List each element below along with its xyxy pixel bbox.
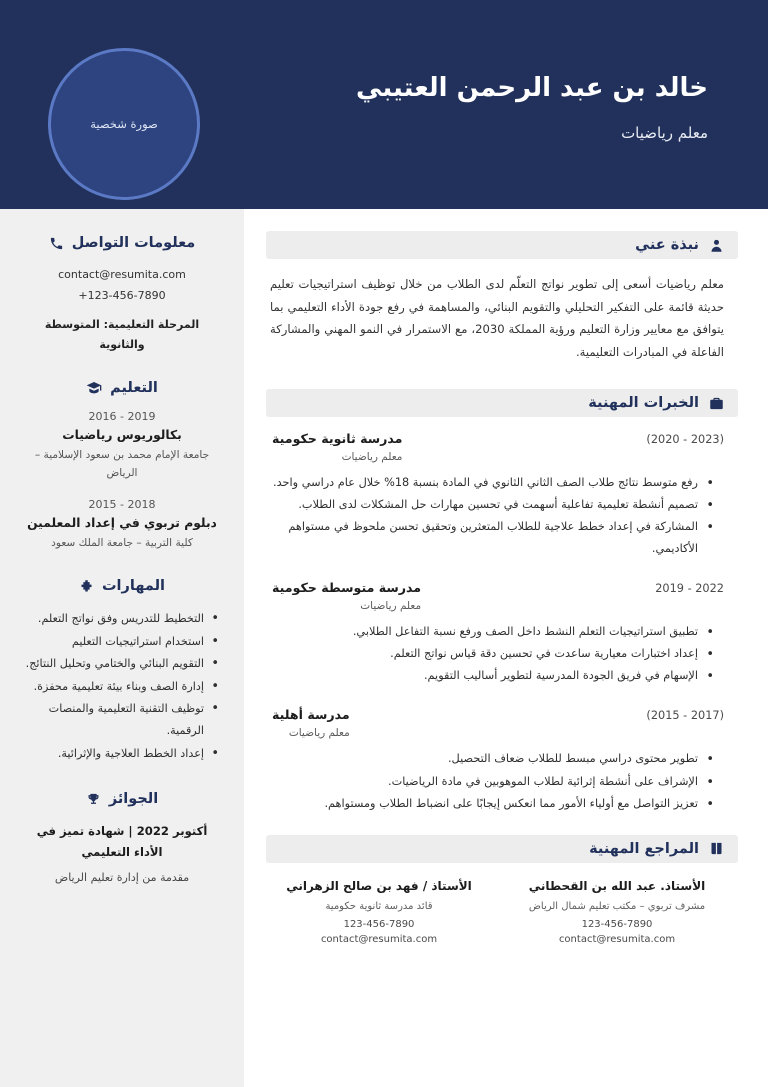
list-item: • الإسهام في فريق الجودة المدرسية لتطوير أساليب التقويم. bbox=[266, 665, 700, 687]
list-item: • تطوير محتوى دراسي مبسط للطلاب ضعاف التحصيل. bbox=[266, 748, 700, 770]
list-item: • رفع متوسط نتائج طلاب الصف الثاني الثانوي في المادة بنسبة 18% خلال عام دراسي واحد. bbox=[266, 472, 700, 494]
avatar bbox=[48, 48, 200, 200]
sidebar-header-contact bbox=[22, 235, 222, 251]
puzzle-icon bbox=[79, 579, 94, 594]
list-item: • إعداد اختبارات معيارية ساعدت في تحسين دقة قياس نواتج التعلم. bbox=[266, 643, 700, 665]
main-column bbox=[244, 209, 768, 1087]
body bbox=[0, 209, 768, 1087]
contact-email: contact@resumita.com bbox=[58, 268, 186, 281]
reference-item bbox=[510, 879, 724, 945]
reference-role: قائد مدرسة ثانوية حكومية bbox=[325, 900, 433, 912]
experience-item bbox=[266, 707, 738, 814]
section-title-experience: الخبرات المهنية bbox=[588, 395, 699, 412]
section-header-experience bbox=[266, 389, 738, 417]
experience-item-head bbox=[266, 431, 738, 463]
reference-email: contact@resumita.com bbox=[558, 933, 676, 945]
reference-phone: 123-456-7890 bbox=[343, 918, 415, 930]
reference-email: contact@resumita.com bbox=[320, 933, 438, 945]
list-item: • توظيف التقنية التعليمية والمنصات الرقمية. bbox=[22, 698, 206, 743]
experience-org: مدرسة أهلية bbox=[272, 707, 350, 723]
list-item: • إدارة الصف وبناء بيئة تعليمية محفزة. bbox=[22, 676, 206, 698]
sidebar-header-skills bbox=[22, 578, 222, 594]
list-item: • استخدام استراتيجيات التعليم bbox=[22, 631, 206, 653]
education-degree: دبلوم تربوي في إعداد المعلمين bbox=[27, 516, 217, 531]
education-degree: بكالوريوس رياضيات bbox=[62, 428, 182, 443]
experience-bullets bbox=[266, 621, 718, 687]
sidebar-section-skills bbox=[22, 578, 222, 765]
experience-date: 2019 - 2022 bbox=[655, 582, 724, 596]
sidebar-section-education bbox=[22, 380, 222, 552]
experience-item bbox=[266, 580, 738, 687]
sidebar-title-education: التعليم bbox=[110, 380, 158, 397]
sidebar-title-skills: المهارات bbox=[101, 578, 166, 595]
education-date: 2016 - 2019 bbox=[88, 410, 156, 424]
graduation-cap-icon bbox=[86, 380, 102, 396]
award-issuer: مقدمة من إدارة تعليم الرياض bbox=[54, 870, 190, 884]
experience-item-head bbox=[266, 580, 738, 612]
list-item: • إعداد الخطط العلاجية والإثرائية. bbox=[22, 743, 206, 765]
education-org: كلية التربية – جامعة الملك سعود bbox=[51, 537, 193, 550]
list-item: • الإشراف على أنشطة إثرائية لطلاب الموهوبين في مادة الرياضيات. bbox=[266, 771, 700, 793]
education-item bbox=[22, 410, 222, 482]
award-title: أكتوبر 2022 | شهادة تميز في الأداء التعليمي bbox=[36, 824, 208, 860]
user-icon bbox=[709, 238, 724, 253]
section-header-summary bbox=[266, 231, 738, 259]
list-item: • التخطيط للتدريس وفق نواتج التعلم. bbox=[22, 608, 206, 630]
sidebar-section-awards bbox=[22, 791, 222, 884]
candidate-job-title: معلم رياضيات bbox=[621, 123, 708, 142]
phone-icon bbox=[49, 236, 64, 251]
references-list bbox=[266, 877, 738, 945]
experience-bullets bbox=[266, 748, 718, 814]
education-org: جامعة الإمام محمد بن سعود الإسلامية – الرياض bbox=[34, 449, 210, 480]
experience-date: (2020 - 2023) bbox=[646, 433, 724, 447]
list-item: • تصميم أنشطة تعليمية تفاعلية أسهمت في تحسين مهارات حل المشكلات لدى الطلاب. bbox=[266, 494, 700, 516]
experience-role: معلم رياضيات bbox=[360, 600, 422, 613]
reference-item bbox=[272, 879, 486, 945]
contact-phone: +123-456-7890 bbox=[78, 288, 166, 302]
experience-item-head bbox=[266, 707, 738, 739]
summary-text: معلم رياضيات أسعى إلى تطوير نواتج التعلّم لدى الطلاب من خلال توظيف استراتيجيات تعليم حديثة قائمة على التفكير التحليلي والتقويم البنائي، والمساهمة في رفع جودة الأداء التعليمي بما يتوافق مع معايير وزارة التعليم ورؤية المملكة 2030، مع الاستمرار في النمو المهني والمشاركة الفاعلة في المبادرات التعليمية. bbox=[270, 277, 724, 359]
experience-role: معلم رياضيات bbox=[288, 727, 350, 740]
sidebar-section-contact bbox=[22, 235, 222, 354]
sidebar-title-awards: الجوائز bbox=[108, 791, 159, 808]
sidebar-title-contact: معلومات التواصل bbox=[71, 235, 196, 251]
section-header-references bbox=[266, 835, 738, 863]
education-date: 2015 - 2018 bbox=[88, 498, 156, 512]
candidate-name: خالد بن عبد الرحمن العتيبي bbox=[356, 73, 708, 103]
reference-name: الأستاذ. عبد الله بن القحطاني bbox=[528, 878, 706, 893]
book-icon bbox=[709, 841, 724, 856]
experience-role: معلم رياضيات bbox=[341, 451, 403, 464]
section-title-summary: نبذة عني bbox=[635, 237, 699, 253]
reference-role: مشرف تربوي – مكتب تعليم شمال الرياض bbox=[528, 900, 706, 912]
sidebar-header-education bbox=[22, 380, 222, 396]
list-item: • التقويم البنائي والختامي وتحليل النتائج. bbox=[22, 653, 206, 675]
education-item bbox=[22, 498, 222, 552]
header-text-block bbox=[356, 72, 708, 142]
section-title-references: المراجع المهنية bbox=[589, 840, 699, 857]
experience-org: مدرسة ثانوية حكومية bbox=[272, 431, 403, 447]
reference-phone: 123-456-7890 bbox=[581, 918, 653, 930]
experience-org: مدرسة متوسطة حكومية bbox=[272, 580, 422, 596]
experience-date: (2015 - 2017) bbox=[646, 709, 724, 723]
header bbox=[0, 0, 768, 209]
experience-bullets bbox=[266, 472, 718, 560]
list-item: • تطبيق استراتيجيات التعلم النشط داخل الصف ورفع نسبة التفاعل الطلابي. bbox=[266, 621, 700, 643]
sidebar bbox=[0, 209, 244, 1087]
sidebar-header-awards bbox=[22, 791, 222, 807]
list-item: • المشاركة في إعداد خطط علاجية للطلاب المتعثرين وتحقيق تحسن ملحوظ في مستواهم الأكاديمي. bbox=[266, 516, 700, 560]
trophy-icon bbox=[86, 792, 101, 807]
avatar-label: صورة شخصية bbox=[90, 117, 158, 131]
reference-name: الأستاذ / فهد بن صالح الزهراني bbox=[286, 878, 472, 893]
experience-item bbox=[266, 431, 738, 560]
list-item: • تعزيز التواصل مع أولياء الأمور مما انعكس إيجابًا على انضباط الطلاب ومستواهم. bbox=[266, 793, 700, 815]
skills-list bbox=[22, 608, 222, 765]
contact-stage: المرحلة التعليمية: المتوسطة والثانوية bbox=[44, 317, 200, 351]
briefcase-icon bbox=[709, 396, 724, 411]
